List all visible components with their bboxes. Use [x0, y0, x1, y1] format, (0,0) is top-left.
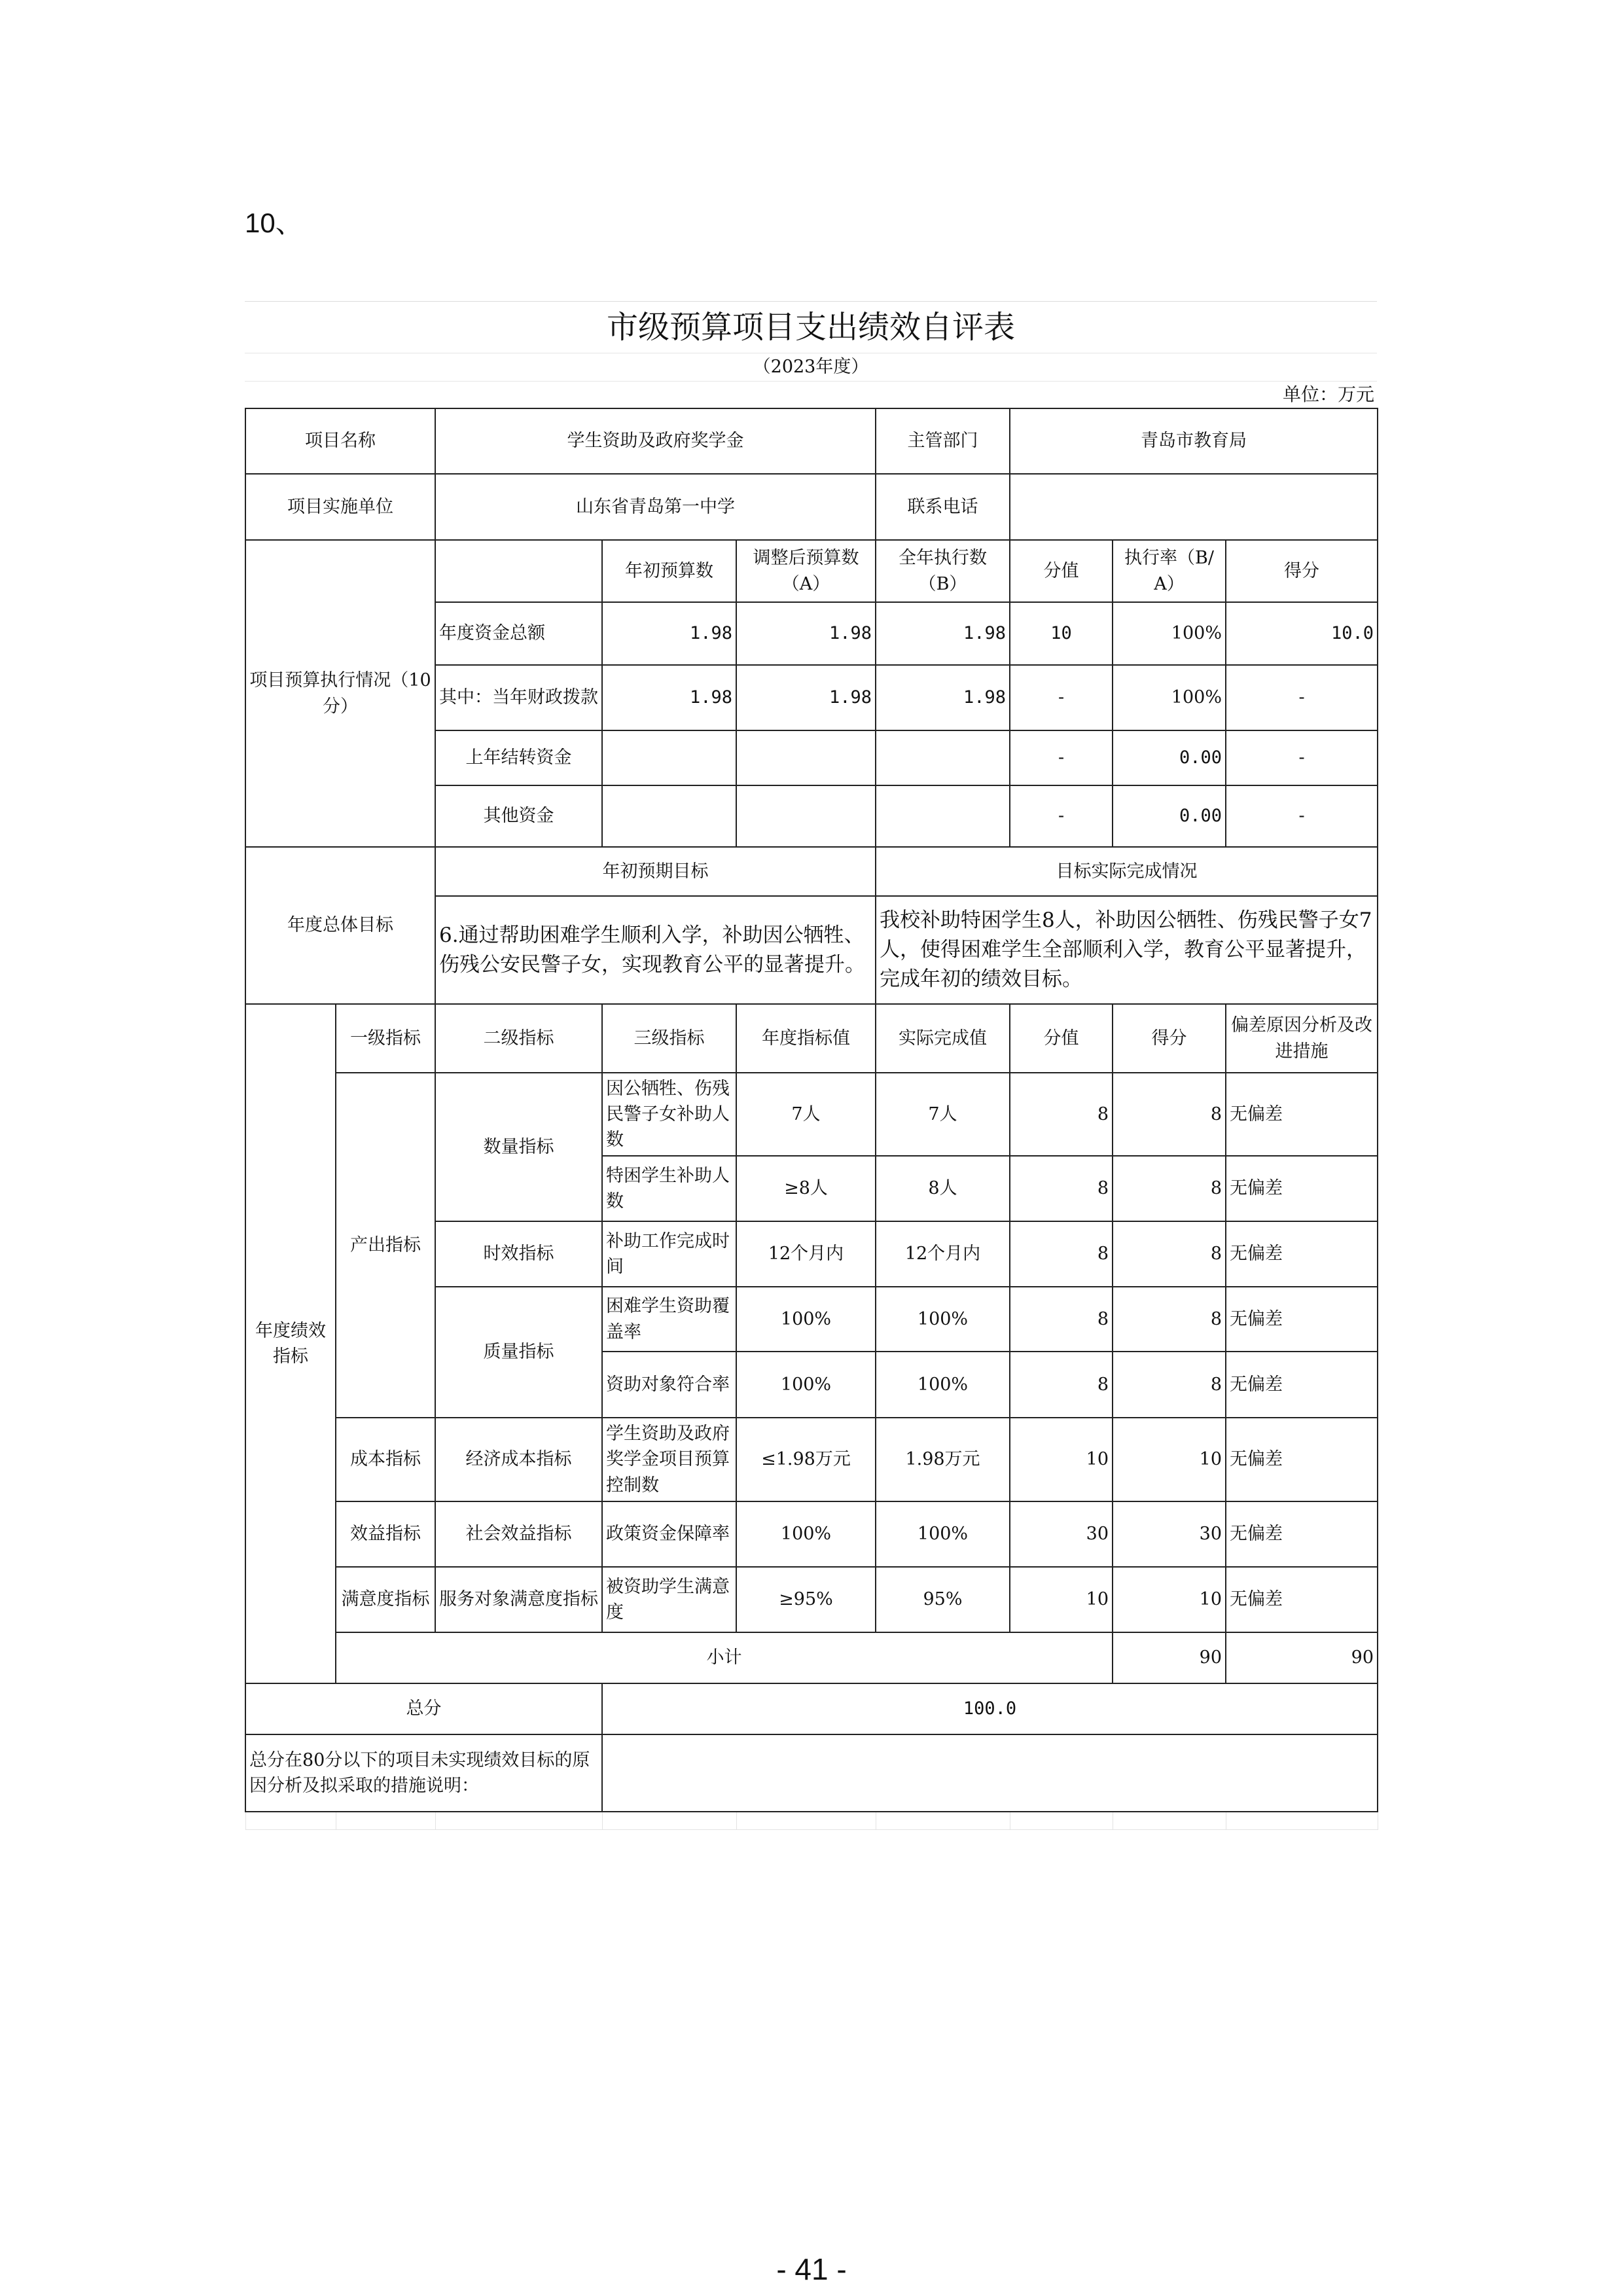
budget-row-adjusted: 1.98 [736, 665, 876, 730]
dept-value: 青岛市教育局 [1010, 408, 1378, 474]
goals-actual-header: 目标实际完成情况 [876, 847, 1378, 896]
level1-output: 产出指标 [336, 1073, 435, 1418]
indicator-target: 7人 [736, 1073, 876, 1156]
indicator-score-value: 8 [1010, 1073, 1113, 1156]
budget-row-executed [876, 785, 1010, 847]
indicator-level3: 因公牺牲、伤残民警子女补助人数 [602, 1073, 736, 1156]
indicator-level3: 政策资金保障率 [602, 1501, 736, 1567]
goals-header-row [245, 847, 1378, 896]
trailing-grid-row [245, 1812, 1378, 1830]
budget-row-initial [602, 785, 736, 847]
project-name-label: 项目名称 [245, 408, 435, 474]
grid-cell [1226, 1812, 1378, 1830]
grid-cell [435, 1812, 602, 1830]
total-label: 总分 [245, 1683, 602, 1734]
budget-row-rate: 0.00 [1113, 730, 1226, 785]
indicator-actual: 7人 [876, 1073, 1010, 1156]
indicator-score: 8 [1113, 1287, 1226, 1352]
grid-cell [736, 1812, 876, 1830]
level2-quantity: 数量指标 [435, 1073, 602, 1221]
dept-label: 主管部门 [876, 408, 1010, 474]
budget-header-blank [435, 540, 602, 602]
budget-row-initial: 1.98 [602, 665, 736, 730]
project-name-row [245, 408, 1378, 474]
budget-row-executed: 1.98 [876, 602, 1010, 665]
budget-row-label: 上年结转资金 [435, 730, 602, 785]
grid-cell [876, 1812, 1010, 1830]
indicator-level3: 困难学生资助覆盖率 [602, 1287, 736, 1352]
indicator-score-value: 8 [1010, 1221, 1113, 1287]
unit-label: 项目实施单位 [245, 474, 435, 540]
goals-expected-text: 6.通过帮助困难学生顺利入学，补助因公牺牲、伤残公安民警子女，实现教育公平的显著提升。 [435, 896, 876, 1004]
page-number: - 41 - [776, 2252, 847, 2286]
indicator-actual: 100% [876, 1352, 1010, 1418]
indicator-row [245, 1567, 1378, 1632]
budget-header-score: 得分 [1226, 540, 1378, 602]
section-number: 10、 [245, 207, 303, 238]
indicator-target: 100% [736, 1287, 876, 1352]
indicator-target: ≥95% [736, 1567, 876, 1632]
budget-row-executed [876, 730, 1010, 785]
indicator-level3: 学生资助及政府奖学金项目预算控制数 [602, 1418, 736, 1501]
indicator-score-value: 30 [1010, 1501, 1113, 1567]
budget-row-initial: 1.98 [602, 602, 736, 665]
phone-value [1010, 474, 1378, 540]
evaluation-form [245, 301, 1377, 1830]
budget-header-executed: 全年执行数（B） [876, 540, 1010, 602]
budget-row-initial [602, 730, 736, 785]
indicator-row [245, 1501, 1378, 1567]
indicator-score: 10 [1113, 1418, 1226, 1501]
budget-header-rate: 执行率（B/A） [1113, 540, 1226, 602]
indicator-reason: 无偏差 [1226, 1418, 1378, 1501]
form-year: （2023年度） [245, 353, 1377, 381]
indicator-score-value: 8 [1010, 1287, 1113, 1352]
indicator-level3: 被资助学生满意度 [602, 1567, 736, 1632]
budget-row-rate: 100% [1113, 665, 1226, 730]
budget-row-label: 其他资金 [435, 785, 602, 847]
budget-row-executed: 1.98 [876, 665, 1010, 730]
indicator-actual: 1.98万元 [876, 1418, 1010, 1501]
indicator-score: 8 [1113, 1221, 1226, 1287]
grid-cell [602, 1812, 736, 1830]
indicator-target: 100% [736, 1501, 876, 1567]
form-title: 市级预算项目支出绩效自评表 [245, 301, 1377, 353]
indicator-reason: 无偏差 [1226, 1221, 1378, 1287]
indicator-reason: 无偏差 [1226, 1501, 1378, 1567]
budget-header-row [245, 540, 1378, 602]
budget-row-adjusted [736, 730, 876, 785]
budget-row-label: 其中：当年财政拨款 [435, 665, 602, 730]
level1-cost: 成本指标 [336, 1418, 435, 1501]
indicator-score: 8 [1113, 1156, 1226, 1221]
budget-row-label: 年度资金总额 [435, 602, 602, 665]
level1-satisfaction: 满意度指标 [336, 1567, 435, 1632]
indicator-reason: 无偏差 [1226, 1567, 1378, 1632]
indicator-header-actual: 实际完成值 [876, 1004, 1010, 1073]
indicator-actual: 100% [876, 1287, 1010, 1352]
indicator-level3: 资助对象符合率 [602, 1352, 736, 1418]
goals-actual-text: 我校补助特困学生8人，补助因公牺牲、伤残民警子女7人，使得困难学生全部顺利入学，教育公平显著提升，完成年初的绩效目标。 [876, 896, 1378, 1004]
indicator-score: 8 [1113, 1073, 1226, 1156]
subtotal-row [245, 1632, 1378, 1683]
goals-label: 年度总体目标 [245, 847, 435, 1004]
total-row [245, 1683, 1378, 1734]
indicator-actual: 95% [876, 1567, 1010, 1632]
indicator-score-value: 10 [1010, 1567, 1113, 1632]
budget-row-adjusted: 1.98 [736, 602, 876, 665]
subtotal-score: 90 [1226, 1632, 1378, 1683]
indicator-target: ≤1.98万元 [736, 1418, 876, 1501]
indicator-score-value: 8 [1010, 1352, 1113, 1418]
indicator-score: 8 [1113, 1352, 1226, 1418]
level2-timeliness: 时效指标 [435, 1221, 602, 1287]
indicator-header-reason: 偏差原因分析及改进措施 [1226, 1004, 1378, 1073]
phone-label: 联系电话 [876, 474, 1010, 540]
note-label: 总分在80分以下的项目未实现绩效目标的原因分析及拟采取的措施说明： [245, 1734, 602, 1812]
indicator-header-level1: 一级指标 [336, 1004, 435, 1073]
indicator-reason: 无偏差 [1226, 1156, 1378, 1221]
indicator-score-value: 8 [1010, 1156, 1113, 1221]
budget-row-score: - [1226, 785, 1378, 847]
indicator-header-score-value: 分值 [1010, 1004, 1113, 1073]
indicator-header-target: 年度指标值 [736, 1004, 876, 1073]
level2-social-benefit: 社会效益指标 [435, 1501, 602, 1567]
indicator-reason: 无偏差 [1226, 1352, 1378, 1418]
level2-quality: 质量指标 [435, 1287, 602, 1418]
budget-row-score-value: - [1010, 730, 1113, 785]
grid-cell [1010, 1812, 1113, 1830]
indicators-section-label: 年度绩效指标 [245, 1004, 336, 1683]
form-unit: 单位：万元 [245, 381, 1377, 408]
grid-cell [245, 1812, 336, 1830]
indicator-row [245, 1418, 1378, 1501]
budget-row-score: - [1226, 730, 1378, 785]
level1-benefit: 效益指标 [336, 1501, 435, 1567]
budget-row-score: 10.0 [1226, 602, 1378, 665]
indicator-score-value: 10 [1010, 1418, 1113, 1501]
total-value: 100.0 [602, 1683, 1378, 1734]
project-name-value: 学生资助及政府奖学金 [435, 408, 876, 474]
indicator-target: 100% [736, 1352, 876, 1418]
indicator-actual: 12个月内 [876, 1221, 1010, 1287]
budget-row-rate: 0.00 [1113, 785, 1226, 847]
goals-expected-header: 年初预期目标 [435, 847, 876, 896]
note-row [245, 1734, 1378, 1812]
indicator-actual: 8人 [876, 1156, 1010, 1221]
level2-service-satisfaction: 服务对象满意度指标 [435, 1567, 602, 1632]
indicator-header-level3: 三级指标 [602, 1004, 736, 1073]
budget-row-rate: 100% [1113, 602, 1226, 665]
indicator-reason: 无偏差 [1226, 1073, 1378, 1156]
budget-row-score-value: - [1010, 785, 1113, 847]
indicator-level3: 特困学生补助人数 [602, 1156, 736, 1221]
budget-header-initial: 年初预算数 [602, 540, 736, 602]
indicator-header-row [245, 1004, 1378, 1073]
note-value [602, 1734, 1378, 1812]
unit-value: 山东省青岛第一中学 [435, 474, 876, 540]
grid-cell [1113, 1812, 1226, 1830]
indicator-reason: 无偏差 [1226, 1287, 1378, 1352]
budget-header-score-value: 分值 [1010, 540, 1113, 602]
level2-economic-cost: 经济成本指标 [435, 1418, 602, 1501]
evaluation-table [245, 408, 1378, 1830]
indicator-target: 12个月内 [736, 1221, 876, 1287]
indicator-header-level2: 二级指标 [435, 1004, 602, 1073]
indicator-target: ≥8人 [736, 1156, 876, 1221]
subtotal-label: 小计 [336, 1632, 1113, 1683]
budget-row-adjusted [736, 785, 876, 847]
budget-header-adjusted: 调整后预算数（A） [736, 540, 876, 602]
indicator-score: 10 [1113, 1567, 1226, 1632]
indicator-row [245, 1073, 1378, 1156]
indicator-header-score: 得分 [1113, 1004, 1226, 1073]
budget-section-label: 项目预算执行情况（10分） [245, 540, 435, 847]
budget-row-score-value: - [1010, 665, 1113, 730]
project-unit-row [245, 474, 1378, 540]
budget-row-score: - [1226, 665, 1378, 730]
subtotal-score-value: 90 [1113, 1632, 1226, 1683]
budget-row-score-value: 10 [1010, 602, 1113, 665]
indicator-score: 30 [1113, 1501, 1226, 1567]
indicator-level3: 补助工作完成时间 [602, 1221, 736, 1287]
indicator-actual: 100% [876, 1501, 1010, 1567]
grid-cell [336, 1812, 435, 1830]
